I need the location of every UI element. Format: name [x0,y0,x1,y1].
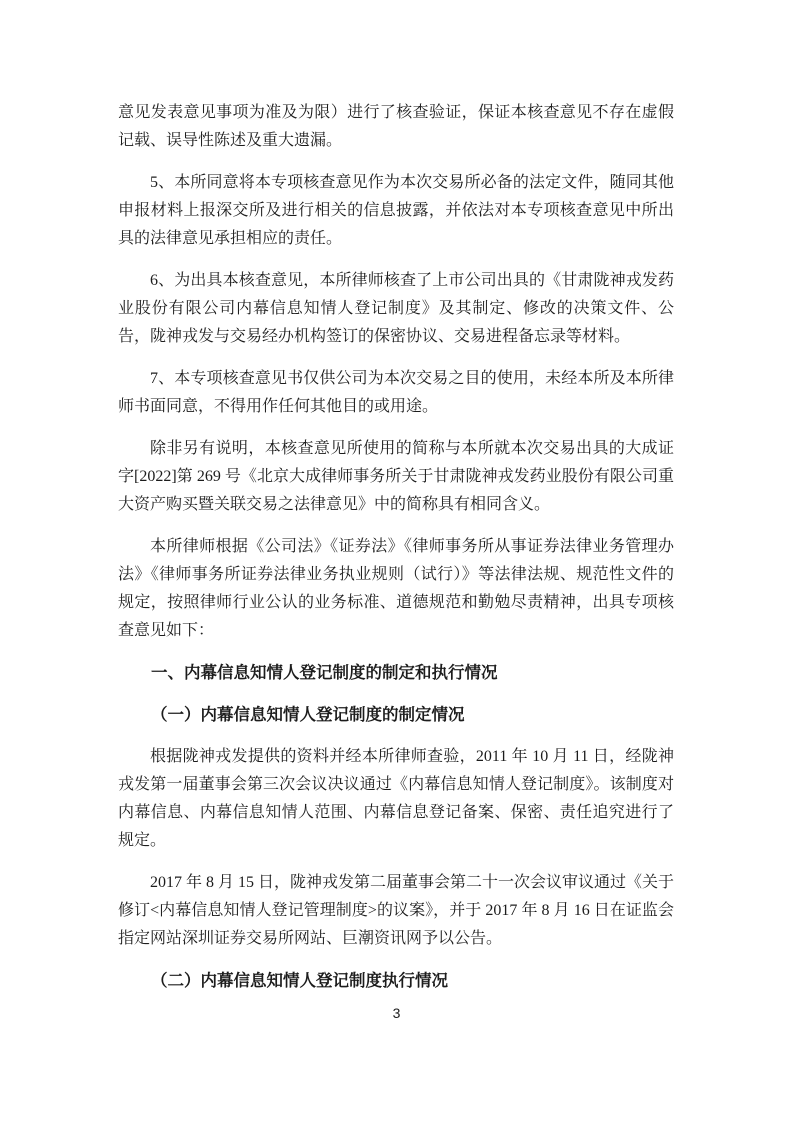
page-number: 3 [392,1005,401,1021]
subsection-heading: （一）内幕信息知情人登记制度的制定情况 [151,706,465,724]
document-body [118,99,674,995]
section-heading: 一、内幕信息知情人登记制度的制定和执行情况 [151,664,498,682]
body-paragraph: 6、为出具本核查意见，本所律师核查了上市公司出具的《甘肃陇神戎发药业股份有限公司内幕信息知情人登记制度》及其制定、修改的决策文件、公告，陇神戎发与交易经办机构签订的保密协议、交易进程备忘录等材料。 [118,272,674,345]
body-paragraph: 除非另有说明，本核查意见所使用的简称与本所就本次交易出具的大成证字[2022]第 269 号《北京大成律师事务所关于甘肃陇神戎发药业股份有限公司重大资产购买暨关联交易之法律意见》中的简称具有相同含义。 [118,440,674,513]
body-paragraph: 2017 年 8 月 15 日，陇神戎发第二届董事会第二十一次会议审议通过《关于修订<内幕信息知情人登记管理制度>的议案》，并于 2017 年 8 月 16 日在证监会指定网站深圳证券交易所网站、巨潮资讯网予以公告。 [118,874,675,947]
body-paragraph: 7、本专项核查意见书仅供公司为本次交易之目的使用，未经本所及本所律师书面同意，不得用作任何其他目的或用途。 [118,370,674,415]
body-paragraph: 根据陇神戎发提供的资料并经本所律师查验，2011 年 10 月 11 日，经陇神戎发第一届董事会第三次会议决议通过《内幕信息知情人登记制度》。该制度对内幕信息、内幕信息知情人范围、内幕信息登记备案、保密、责任追究进行了规定。 [118,748,674,849]
body-paragraph: 5、本所同意将本专项核查意见作为本次交易所必备的法定文件，随同其他申报材料上报深交所及进行相关的信息披露，并依法对本专项核查意见中所出具的法律意见承担相应的责任。 [118,174,674,247]
body-paragraph: 本所律师根据《公司法》《证券法》《律师事务所从事证券法律业务管理办法》《律师事务所证券法律业务执业规则（试行）》等法律法规、规范性文件的规定，按照律师行业公认的业务标准、道德规范和勤勉尽责精神，出具专项核查意见如下： [118,538,674,639]
body-paragraph: 意见发表意见事项为准及为限）进行了核查验证，保证本核查意见不存在虚假记载、误导性陈述及重大遗漏。 [118,104,674,149]
subsection-heading: （二）内幕信息知情人登记制度执行情况 [151,972,448,990]
